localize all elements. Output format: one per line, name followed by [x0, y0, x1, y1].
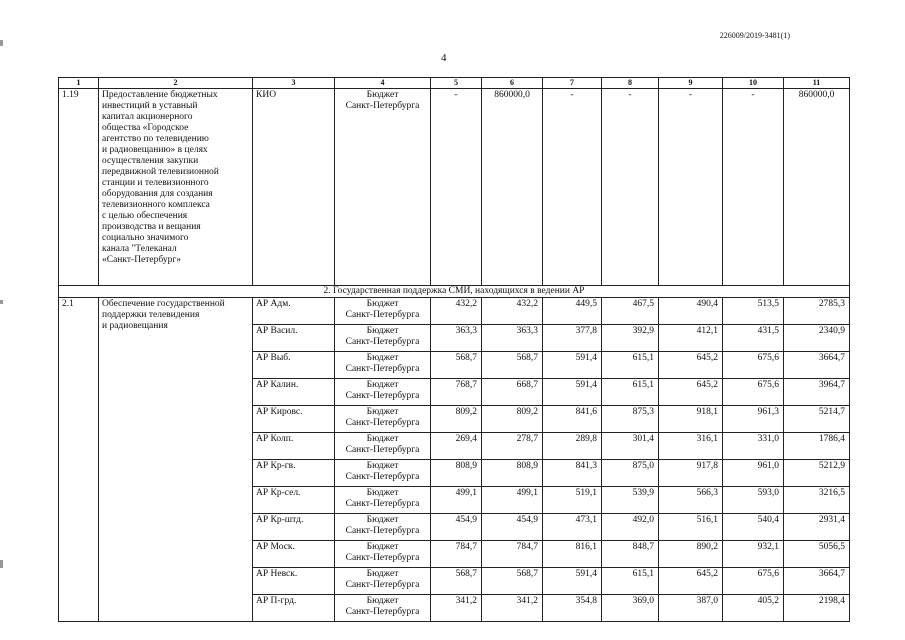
value-col-8: 615,1 — [602, 379, 659, 406]
value-col-9: 566,3 — [659, 487, 723, 514]
value-col-9: 412,1 — [659, 325, 723, 352]
value-col-7: 354,8 — [543, 595, 602, 622]
value-col-7: 473,1 — [543, 514, 602, 541]
value-col-7: 519,1 — [543, 487, 602, 514]
value-col-8: 492,0 — [602, 514, 659, 541]
column-number: 1 — [59, 78, 99, 89]
value-col-11: 3664,7 — [784, 568, 850, 595]
value-col-10: - — [723, 89, 784, 286]
funding-source — [335, 89, 431, 286]
text-line: с целью обеспечения — [102, 211, 188, 221]
column-number: 3 — [253, 78, 335, 89]
column-number: 4 — [335, 78, 431, 89]
text-line: агентство по телевидению — [102, 134, 209, 144]
value-col-9: 490,4 — [659, 298, 723, 325]
value-col-5: - — [431, 89, 482, 286]
value-col-10: 675,6 — [723, 379, 784, 406]
value-col-11: 860000,0 — [784, 89, 850, 286]
text-line: Санкт-Петербурга — [345, 580, 420, 590]
text-line: и радиовещанию» в целях — [102, 145, 208, 155]
value-col-6: 568,7 — [482, 352, 543, 379]
value-col-9: 645,2 — [659, 352, 723, 379]
funding-source — [335, 460, 431, 487]
funding-source — [335, 541, 431, 568]
value-col-6: 808,9 — [482, 460, 543, 487]
executor: АР Выб. — [253, 352, 335, 379]
value-col-7: 816,1 — [543, 541, 602, 568]
text-line: Бюджет — [366, 569, 399, 579]
text-line: Санкт-Петербурга — [345, 472, 420, 482]
value-col-11: 5056,5 — [784, 541, 850, 568]
value-col-7: 841,3 — [543, 460, 602, 487]
text-line: поддержки телевидения — [102, 310, 200, 320]
value-col-9: 645,2 — [659, 568, 723, 595]
text-line: телевизионного комплекса — [102, 200, 210, 210]
executor: АР Калин. — [253, 379, 335, 406]
text-line: инвестиций в уставный — [102, 101, 198, 111]
value-col-9: - — [659, 89, 723, 286]
activity-description — [99, 89, 253, 286]
text-line: станции и телевизионного — [102, 178, 209, 188]
funding-source — [335, 487, 431, 514]
text-line: канала "Телеканал — [102, 244, 177, 254]
text-line: общества «Городское — [102, 123, 189, 133]
value-col-11: 3664,7 — [784, 352, 850, 379]
value-col-9: 387,0 — [659, 595, 723, 622]
value-col-6: 341,2 — [482, 595, 543, 622]
value-col-11: 2785,3 — [784, 298, 850, 325]
text-line: Санкт-Петербурга — [345, 553, 420, 563]
text-line: Санкт-Петербурга — [345, 607, 420, 617]
value-col-10: 513,5 — [723, 298, 784, 325]
value-col-6: 454,9 — [482, 514, 543, 541]
text-line: Санкт-Петербурга — [345, 364, 420, 374]
document-number: 226009/2019-3481(1) — [719, 31, 790, 40]
value-col-10: 540,4 — [723, 514, 784, 541]
value-col-8: 301,4 — [602, 433, 659, 460]
text-line: производства и вещания — [102, 222, 201, 232]
section-heading-row — [59, 286, 850, 298]
value-col-7: 591,4 — [543, 379, 602, 406]
text-line: Санкт-Петербурга — [345, 445, 420, 455]
value-col-7: 377,8 — [543, 325, 602, 352]
value-col-5: 499,1 — [431, 487, 482, 514]
value-col-5: 809,2 — [431, 406, 482, 433]
text-line: Обеспечение государственной — [102, 299, 225, 309]
value-col-6: 432,2 — [482, 298, 543, 325]
funding-source — [335, 595, 431, 622]
column-number: 6 — [482, 78, 543, 89]
value-col-5: 784,7 — [431, 541, 482, 568]
column-number: 10 — [723, 78, 784, 89]
value-col-10: 675,6 — [723, 352, 784, 379]
column-number: 2 — [99, 78, 253, 89]
funding-source — [335, 298, 431, 325]
text-line: Бюджет — [366, 326, 399, 336]
value-col-6: 499,1 — [482, 487, 543, 514]
column-number: 8 — [602, 78, 659, 89]
value-col-11: 5214,7 — [784, 406, 850, 433]
value-col-5: 568,7 — [431, 568, 482, 595]
text-line: Санкт-Петербурга — [345, 526, 420, 536]
text-line: Бюджет — [366, 299, 399, 309]
executor: АР Васил. — [253, 325, 335, 352]
value-col-11: 2340,9 — [784, 325, 850, 352]
value-col-11: 5212,9 — [784, 460, 850, 487]
budget-table — [58, 77, 850, 622]
value-col-10: 331,0 — [723, 433, 784, 460]
value-col-6: 668,7 — [482, 379, 543, 406]
value-col-5: 454,9 — [431, 514, 482, 541]
column-number: 5 — [431, 78, 482, 89]
value-col-6: 363,3 — [482, 325, 543, 352]
value-col-8: 875,0 — [602, 460, 659, 487]
column-number: 9 — [659, 78, 723, 89]
value-col-9: 645,2 — [659, 379, 723, 406]
text-line: «Санкт-Петербург» — [102, 255, 182, 265]
text-line: Бюджет — [366, 596, 399, 606]
text-line: Бюджет — [366, 542, 399, 552]
executor: АР Кр-гв. — [253, 460, 335, 487]
text-line: Бюджет — [366, 488, 399, 498]
value-col-10: 675,6 — [723, 568, 784, 595]
value-col-8: 392,9 — [602, 325, 659, 352]
executor: АР Моск. — [253, 541, 335, 568]
value-col-7: 449,5 — [543, 298, 602, 325]
funding-source — [335, 568, 431, 595]
value-col-5: 768,7 — [431, 379, 482, 406]
executor: АР Кировс. — [253, 406, 335, 433]
executor: АР Кр-сел. — [253, 487, 335, 514]
scan-edge-mark — [0, 40, 3, 46]
funding-source — [335, 514, 431, 541]
value-col-8: 848,7 — [602, 541, 659, 568]
text-line: Бюджет — [366, 353, 399, 363]
funding-source — [335, 406, 431, 433]
page-number: 4 — [441, 52, 447, 64]
value-col-8: 369,0 — [602, 595, 659, 622]
value-col-5: 269,4 — [431, 433, 482, 460]
value-col-9: 516,1 — [659, 514, 723, 541]
text-line: Санкт-Петербурга — [345, 310, 420, 320]
executor: АР Адм. — [253, 298, 335, 325]
column-number: 11 — [784, 78, 850, 89]
text-line: Бюджет — [366, 434, 399, 444]
column-number: 7 — [543, 78, 602, 89]
value-col-6: 784,7 — [482, 541, 543, 568]
value-col-11: 2198,4 — [784, 595, 850, 622]
activity-description — [99, 298, 253, 622]
executor: КИО — [253, 89, 335, 286]
value-col-8: 539,9 — [602, 487, 659, 514]
value-col-11: 2931,4 — [784, 514, 850, 541]
value-col-6: 809,2 — [482, 406, 543, 433]
table-row — [59, 89, 850, 286]
value-col-10: 405,2 — [723, 595, 784, 622]
column-number-row — [59, 78, 850, 89]
value-col-5: 432,2 — [431, 298, 482, 325]
text-line: Бюджет — [366, 380, 399, 390]
text-line: Санкт-Петербурга — [345, 391, 420, 401]
text-line: капитал акционерного — [102, 112, 193, 122]
value-col-7: - — [543, 89, 602, 286]
text-line: осуществления закупки — [102, 156, 199, 166]
funding-source — [335, 433, 431, 460]
text-line: Бюджет — [366, 461, 399, 471]
value-col-10: 431,5 — [723, 325, 784, 352]
text-line: Санкт-Петербурга — [345, 418, 420, 428]
value-col-10: 593,0 — [723, 487, 784, 514]
text-line: оборудования для создания — [102, 189, 213, 199]
section-title: 2. Государственная поддержка СМИ, находящихся в ведении АР — [59, 286, 850, 298]
executor: АР Колп. — [253, 433, 335, 460]
value-col-11: 1786,4 — [784, 433, 850, 460]
text-line: Предоставление бюджетных — [102, 90, 218, 100]
value-col-8: 615,1 — [602, 568, 659, 595]
funding-source — [335, 352, 431, 379]
value-col-7: 591,4 — [543, 568, 602, 595]
text-line: Бюджет — [366, 515, 399, 525]
value-col-5: 363,3 — [431, 325, 482, 352]
text-line: Санкт-Петербурга — [345, 499, 420, 509]
funding-source — [335, 325, 431, 352]
table-row — [59, 298, 850, 325]
row-number: 1.19 — [59, 89, 99, 286]
value-col-8: 467,5 — [602, 298, 659, 325]
value-col-11: 3216,5 — [784, 487, 850, 514]
value-col-9: 918,1 — [659, 406, 723, 433]
text-line: Бюджет — [366, 407, 399, 417]
value-col-5: 808,9 — [431, 460, 482, 487]
text-line: Санкт-Петербурга — [345, 337, 420, 347]
value-col-10: 961,3 — [723, 406, 784, 433]
text-line: и радиовещания — [102, 321, 168, 331]
funding-source — [335, 379, 431, 406]
value-col-6: 568,7 — [482, 568, 543, 595]
value-col-8: - — [602, 89, 659, 286]
value-col-10: 932,1 — [723, 541, 784, 568]
executor: АР П-грд. — [253, 595, 335, 622]
value-col-7: 841,6 — [543, 406, 602, 433]
value-col-6: 278,7 — [482, 433, 543, 460]
value-col-9: 917,8 — [659, 460, 723, 487]
value-col-10: 961,0 — [723, 460, 784, 487]
value-col-7: 591,4 — [543, 352, 602, 379]
value-col-7: 289,8 — [543, 433, 602, 460]
value-col-8: 875,3 — [602, 406, 659, 433]
executor: АР Кр-штд. — [253, 514, 335, 541]
value-col-9: 890,2 — [659, 541, 723, 568]
scan-edge-mark — [0, 560, 3, 568]
text-line: передвижной телевизионной — [102, 167, 219, 177]
text-line: социально значимого — [102, 233, 189, 243]
text-line: Бюджет — [366, 90, 399, 100]
value-col-6: 860000,0 — [482, 89, 543, 286]
value-col-8: 615,1 — [602, 352, 659, 379]
text-line: Санкт-Петербурга — [345, 101, 420, 111]
value-col-11: 3964,7 — [784, 379, 850, 406]
executor: АР Невск. — [253, 568, 335, 595]
scan-edge-mark — [0, 300, 3, 304]
value-col-5: 341,2 — [431, 595, 482, 622]
value-col-9: 316,1 — [659, 433, 723, 460]
value-col-5: 568,7 — [431, 352, 482, 379]
row-number: 2.1 — [59, 298, 99, 622]
